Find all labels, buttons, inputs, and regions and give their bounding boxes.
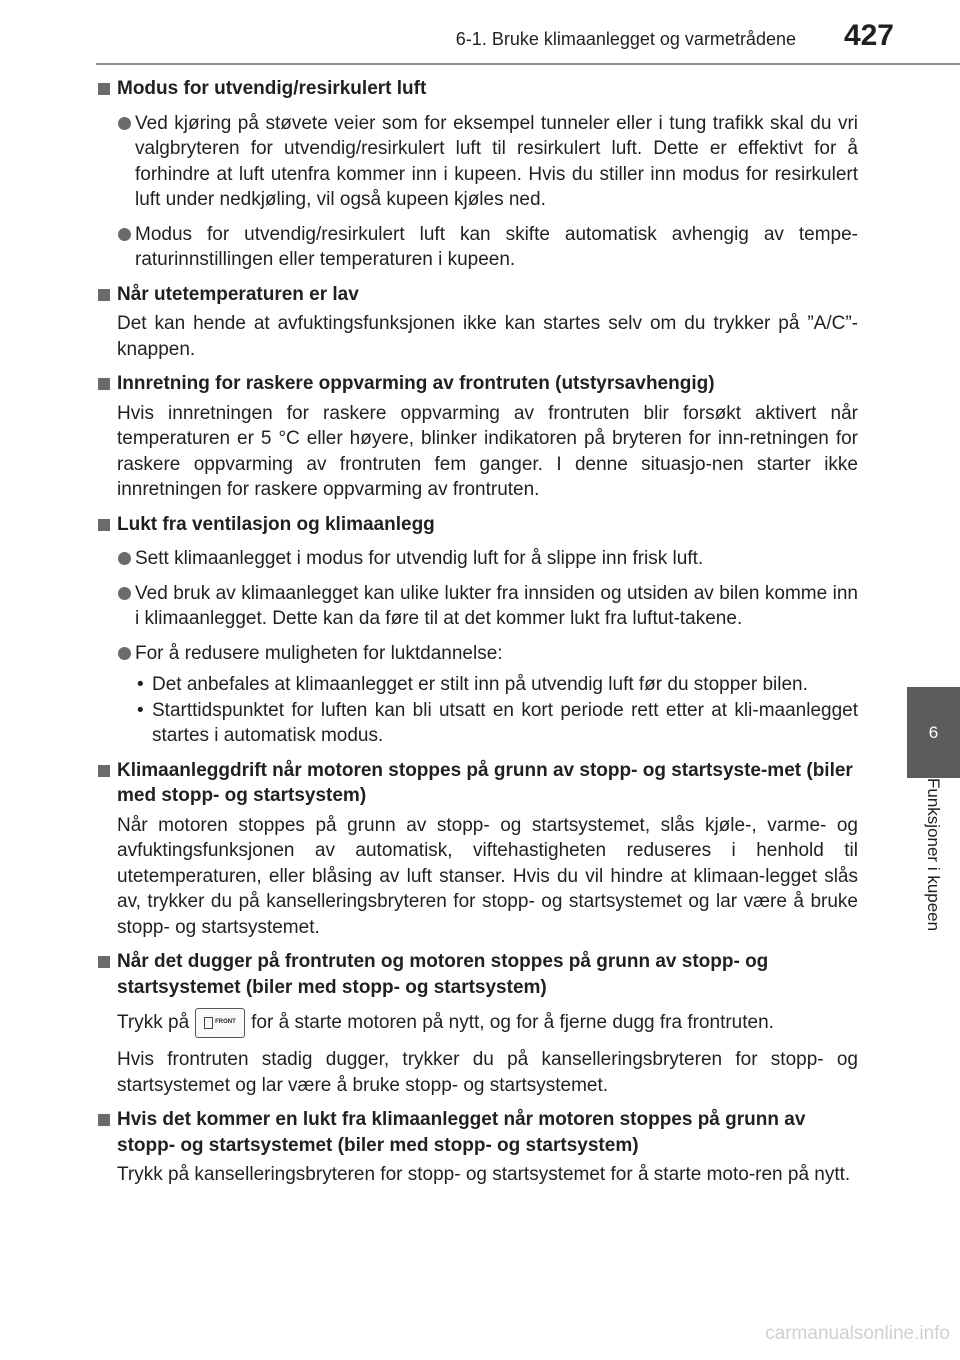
- section-heading: Lukt fra ventilasjon og klimaanlegg: [96, 512, 858, 538]
- round-bullet-icon: [118, 552, 131, 565]
- header-divider: [96, 63, 960, 65]
- front-defogger-button-icon: FRONT: [195, 1008, 245, 1038]
- defogger-symbol-icon: [204, 1017, 213, 1029]
- section-heading: Når det dugger på frontruten og motoren stoppes på grunn av stopp- og startsystemet (biler med stopp- og startsystem): [96, 949, 858, 1000]
- section-paragraph: Hvis frontruten stadig dugger, trykker du på kanselleringsbryteren for stopp- og startsystemet og lar være å bruke stopp- og startsystemet.: [117, 1049, 858, 1096]
- page-number: 427: [843, 19, 894, 52]
- round-bullet-icon: [118, 228, 131, 241]
- section-heading: Når utetemperaturen er lav: [96, 282, 858, 308]
- section-paragraph: Det kan hende at avfuktingsfunksjonen ikke kan startes selv om du trykker på ”A/C”-knappen.: [117, 313, 858, 360]
- round-bullet-icon: [118, 117, 131, 130]
- chapter-tab-number: 6: [907, 687, 960, 778]
- sub-bullet-item: • Starttidspunktet for luften kan bli utsatt en kort periode rett etter at kli-maanlegget startes i automatisk modus.: [137, 699, 858, 746]
- bullet-item: Modus for utvendig/resirkulert luft kan skifte automatisk avhengig av tempe-raturinnstillingen eller temperaturen i kupeen.: [96, 222, 858, 273]
- section-paragraph: Trykk på FRONT for å starte motoren på nytt, og for å fjerne dugg fra frontruten.: [96, 1008, 858, 1038]
- section-paragraph: Trykk på kanselleringsbryteren for stopp- og startsystemet for å starte moto-ren på nytt.: [117, 1164, 851, 1185]
- section-heading: Innretning for raskere oppvarming av frontruten (utstyrsavhengig): [96, 371, 858, 397]
- round-bullet-icon: [118, 647, 131, 660]
- section-paragraph: Når motoren stoppes på grunn av stopp- og startsystemet, slås kjøle-, varme- og avfuktingsfunksjonen av automatisk, viftehastigheten reduseres i henhold til utetemperaturen, eller blåsing av luft stanser. Hvis du vil hindre at klimaan-legget slås av, trykker du på kanselleringsbryteren for stopp- og startsystemet og lar være å bruke stopp- og startsystemet.: [117, 814, 858, 938]
- bullet-item: Ved bruk av klimaanlegget kan ulike lukter fra innsiden og utsiden av bilen komme inn i klimaanlegget. Dette kan da føre til at det kommer lukt fra luftut-takene.: [96, 581, 858, 632]
- square-bullet-icon: [98, 289, 110, 301]
- round-bullet-icon: [118, 587, 131, 600]
- chapter-tab-title: Funksjoner i kupeen: [924, 778, 943, 932]
- square-bullet-icon: [98, 378, 110, 390]
- square-bullet-icon: [98, 83, 110, 95]
- chapter-tab: [907, 778, 960, 988]
- bullet-item: Ved kjøring på støvete veier som for eksempel tunneler eller i tung trafikk skal du vri valgbryteren for utvendig/resirkulert luft til resirkulert luft. Dette er effektivt for å forhindre at luft utenfra kommer inn i kupeen. Hvis du stiller inn modus for resirkulert luft under nedkjøling, vil også kupeen kjøles ned.: [96, 111, 858, 213]
- sub-bullet-item: • Det anbefales at klimaanlegget er stilt inn på utvendig luft før du stopper bilen.: [96, 672, 858, 698]
- square-bullet-icon: [98, 1114, 110, 1126]
- watermark: carmanualsonline.info: [765, 1323, 950, 1344]
- square-bullet-icon: [98, 956, 110, 968]
- sub-bullet-icon: •: [137, 674, 144, 695]
- bullet-item: For å redusere muligheten for luktdannelse:: [96, 641, 858, 667]
- page-body: [96, 76, 858, 1188]
- square-bullet-icon: [98, 765, 110, 777]
- header-section-title: 6-1. Bruke klimaanlegget og varmetrådene: [455, 29, 796, 49]
- bullet-item: Sett klimaanlegget i modus for utvendig luft for å slippe inn frisk luft.: [96, 546, 858, 572]
- section-heading: Modus for utvendig/resirkulert luft: [96, 76, 858, 102]
- square-bullet-icon: [98, 519, 110, 531]
- section-heading: Hvis det kommer en lukt fra klimaanlegget når motoren stoppes på grunn av stopp- og startsystemet (biler med stopp- og startsystem): [96, 1107, 858, 1158]
- section-paragraph: Hvis innretningen for raskere oppvarming av frontruten blir forsøkt aktivert når temperaturen er 5 °C eller høyere, blinker indikatoren på bryteren for inn-retningen for raskere oppvarming av frontruten fem ganger. I denne situasjo-nen starter ikke innretningen for raskere oppvarming av frontruten.: [117, 402, 858, 500]
- section-heading: Klimaanleggdrift når motoren stoppes på grunn av stopp- og startsyste-met (biler med stopp- og startsystem): [96, 758, 858, 809]
- sub-bullet-icon: •: [137, 699, 144, 721]
